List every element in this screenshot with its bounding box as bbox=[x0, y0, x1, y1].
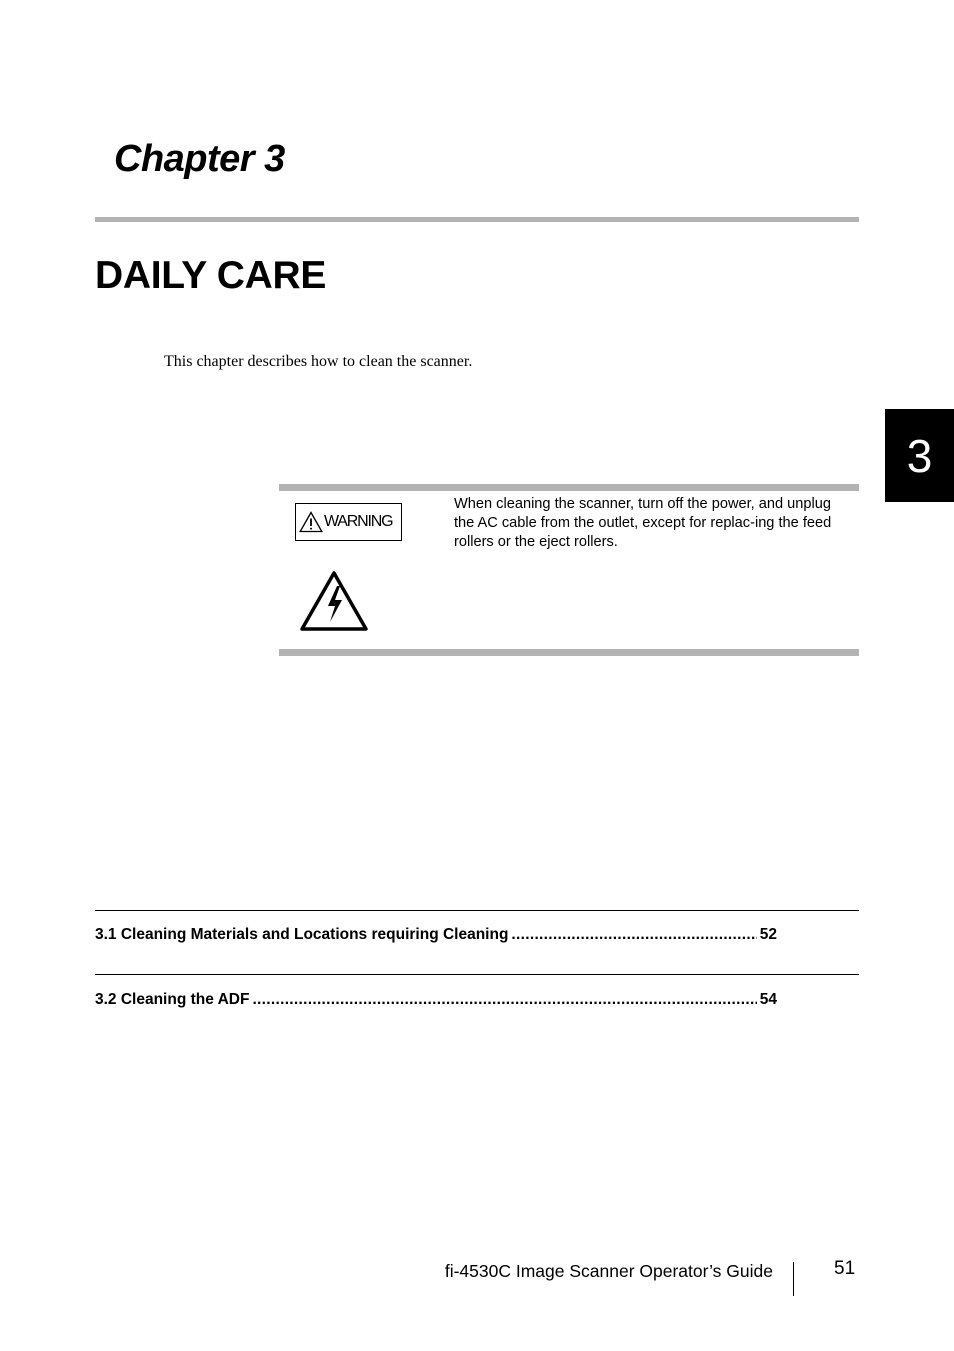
toc-leader-dots bbox=[511, 925, 756, 945]
warning-top-rule bbox=[279, 484, 859, 491]
chapter-label: Chapter 3 bbox=[114, 138, 285, 180]
toc-entry-title: 3.1 Cleaning Materials and Locations requiring Cleaning bbox=[95, 926, 509, 943]
warning-badge-label: WARNING bbox=[324, 513, 393, 530]
footer-separator bbox=[793, 1262, 794, 1296]
page-number: 51 bbox=[834, 1258, 856, 1279]
toc-divider bbox=[95, 974, 859, 975]
warning-badge bbox=[295, 503, 402, 541]
electric-shock-icon bbox=[299, 570, 369, 632]
chapter-divider bbox=[95, 217, 859, 222]
toc-entry-title: 3.2 Cleaning the ADF bbox=[95, 991, 250, 1008]
chapter-thumb-tab bbox=[885, 409, 954, 502]
footer-guide-title: fi-4530C Image Scanner Operator’s Guide bbox=[444, 1261, 773, 1281]
toc-entry[interactable] bbox=[95, 990, 777, 1010]
chapter-tab-number: 3 bbox=[906, 429, 933, 482]
warning-text: When cleaning the scanner, turn off the power, and unplug the AC cable from the outlet, except for replac-ing the feed rollers or the eject rollers. bbox=[454, 496, 832, 550]
toc-entry-page: 52 bbox=[759, 926, 777, 943]
warning-bottom-rule bbox=[279, 649, 859, 656]
toc-entry-page: 54 bbox=[759, 991, 777, 1008]
exclamation-triangle-icon bbox=[299, 511, 323, 533]
toc-entry[interactable] bbox=[95, 925, 777, 945]
toc-leader-dots bbox=[252, 990, 756, 1010]
toc-divider bbox=[95, 910, 859, 911]
intro-paragraph: This chapter describes how to clean the scanner. bbox=[164, 353, 473, 370]
page-title: DAILY CARE bbox=[95, 254, 327, 297]
